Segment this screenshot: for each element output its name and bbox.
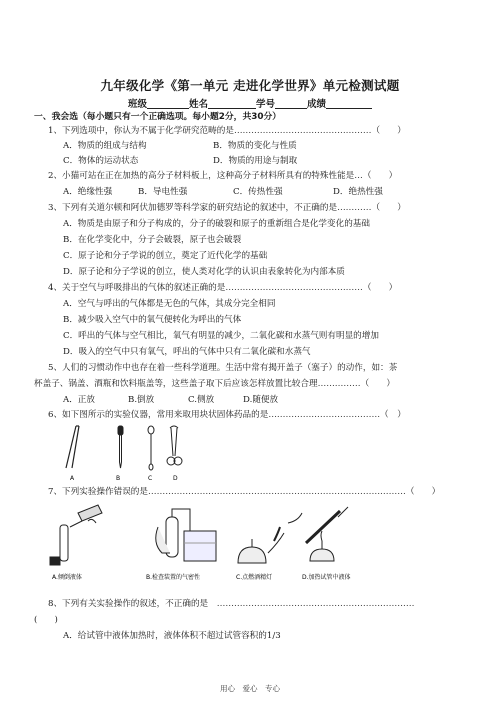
question-4-option-c: C．呼出的气体与空气相比，氧气有明显的减少，二氧化碳和水蒸气则有明显的增加 <box>63 331 379 341</box>
question-5-stem-2: 杯盖子、锅盖、酒瓶和饮料瓶盖等，这些盖子取下后应该怎样放置比较合理……………（ ） <box>34 379 395 389</box>
option-b: B．导电性强 <box>138 187 188 197</box>
instrument-label-b: B <box>116 475 121 482</box>
question-5-options <box>63 394 278 406</box>
answer-paren: （ ） <box>362 283 398 293</box>
question-text: 杯盖子、锅盖、酒瓶和饮料瓶盖等，这些盖子取下后应该怎样放置比较合理 <box>34 379 318 389</box>
option-c: C.侧放 <box>188 395 215 405</box>
number-label: 学号 <box>256 99 276 110</box>
answer-paren: （ ） <box>371 203 406 213</box>
alcohol-lamp-lighting-icon <box>238 513 302 563</box>
lab-operations-figure <box>48 503 353 585</box>
question-3-option-b: B．在化学变化中，分子会破裂，原子也会破裂 <box>63 235 242 245</box>
question-1-options-row2 <box>63 155 297 167</box>
pouring-liquid-icon <box>50 505 102 565</box>
option-d: D．绝热性强 <box>333 187 383 197</box>
class-field[interactable] <box>147 98 189 109</box>
question-text: 1、下列选项中，你认为不属于化学研究范畴的是 <box>48 126 234 136</box>
answer-paren: （ ） <box>360 379 395 389</box>
question-8-stem: 8、下列有关实验操作的叙述，不正确的是 …………………………………………………………… <box>48 599 415 609</box>
dropper-icon <box>118 426 123 468</box>
tweezers-icon <box>66 426 79 468</box>
option-d: D．物质的用途与制取 <box>213 156 298 166</box>
answer-paren: （ ） <box>371 126 406 136</box>
instrument-label-d: D <box>173 475 178 482</box>
score-label: 成绩 <box>307 99 327 110</box>
airtightness-check-icon <box>156 509 216 561</box>
answer-paren: （ ） <box>380 410 406 420</box>
answer-paren: （ ） <box>405 487 441 497</box>
question-2-stem: 2、小猫可站在正在加热的高分子材料板上，这种高分子材料所具有的特殊性能是…（ ） <box>48 171 398 181</box>
question-2-options <box>63 186 383 198</box>
option-b: B.倒放 <box>128 395 155 405</box>
option-c: C．物体的运动状态 <box>63 156 139 166</box>
question-3-stem: 3、下列有关道尔顿和阿伏加德罗等科学家的研究结论的叙述中，不正确的是…………（ ） <box>48 203 406 213</box>
question-text: 3、下列有关道尔顿和阿伏加德罗等科学家的研究结论的叙述中，不正确的是 <box>48 203 338 213</box>
question-text: 8、下列有关实验操作的叙述，不正确的是 <box>48 599 209 609</box>
student-info-line <box>0 96 500 110</box>
crucible-tongs-icon <box>167 426 182 465</box>
class-label: 班级 <box>127 99 147 110</box>
page-footer: 用心 爱心 专心 <box>220 684 280 693</box>
question-1-stem: 1、下列选项中，你认为不属于化学研究范畴的是…………………………………………（ ） <box>48 126 406 136</box>
question-1-options-row1 <box>63 140 297 152</box>
question-8-paren: ( ) <box>34 615 58 625</box>
question-5-stem-1: 5、人们的习惯动作中也存在着一些科学道理。生活中常有揭开盖子（塞子）的动作，如：茶 <box>48 363 398 373</box>
question-3-option-a: A．物质是由原子和分子构成的，分子的破裂和原子的重新组合是化学变化的基础 <box>63 219 370 229</box>
instrument-label-c: C <box>148 475 153 482</box>
heating-test-tube-icon <box>306 507 348 561</box>
question-3-option-c: C．原子论和分子学说的创立，奠定了近代化学的基础 <box>63 251 268 261</box>
question-6-stem: 6、如下图所示的实验仪器，常用来取用块状固体药品的是…………………………………（ ） <box>48 410 406 420</box>
operation-caption-c: C.点燃酒精灯 <box>236 574 273 581</box>
option-a: A．绝缘性强 <box>63 187 113 197</box>
question-text: 7、下列实验操作错误的是 <box>48 487 148 497</box>
name-label: 姓名 <box>188 99 208 110</box>
score-field[interactable] <box>326 98 372 109</box>
question-text: 4、关于空气与呼吸排出的气体的叙述正确的是 <box>48 283 226 293</box>
question-4-option-a: A．空气与呼出的气体都是无色的气体，其成分完全相同 <box>63 299 276 309</box>
operation-caption-b: B.检查装置的气密性 <box>146 574 201 581</box>
lab-instruments-figure <box>62 424 192 486</box>
option-c: C．传热性强 <box>233 187 283 197</box>
question-text: 2、小猫可站在正在加热的高分子材料板上，这种高分子材料所具有的特殊性能是 <box>48 171 355 181</box>
question-8-option-a: A．给试管中液体加热时，液体体积不超过试管容积的1/3 <box>63 631 281 641</box>
name-field[interactable] <box>208 98 256 109</box>
number-field[interactable] <box>275 98 307 109</box>
operation-caption-d: D.加热试管中液体 <box>302 574 351 581</box>
option-a: A．正放 <box>63 395 95 405</box>
option-a: A．物质的组成与结构 <box>63 141 147 151</box>
question-4-option-d: D．吸入的空气中只有氧气，呼出的气体中只有二氧化碳和水蒸气 <box>63 347 311 357</box>
question-4-option-b: B．减少吸入空气中的氧气便转化为呼出的气体 <box>63 315 242 325</box>
operation-caption-a: A.倾倒液体 <box>52 574 82 581</box>
answer-paren: （ ） <box>362 171 398 181</box>
instrument-label-a: A <box>70 475 75 482</box>
page-title: 九年级化学《第一单元 走进化学世界》单元检测试题 <box>100 78 400 93</box>
question-3-option-d: D．原子论和分子学说的创立，使人类对化学的认识由表象转化为内部本质 <box>63 267 345 277</box>
option-d: D.随便放 <box>243 395 279 405</box>
spoon-icon <box>148 426 154 470</box>
option-b: B．物质的变化与性质 <box>213 141 297 151</box>
question-text: 6、如下图所示的实验仪器，常用来取用块状固体药品的是 <box>48 410 269 420</box>
question-7-stem: 7、下列实验操作错误的是………………………………………………………………………………（ ） <box>48 487 441 497</box>
question-4-stem: 4、关于空气与呼吸排出的气体的叙述正确的是…………………………………………（ ） <box>48 283 398 293</box>
section-heading: 一、我会选（每小题只有一个正确选项。每小题2分，共30分） <box>34 112 282 122</box>
